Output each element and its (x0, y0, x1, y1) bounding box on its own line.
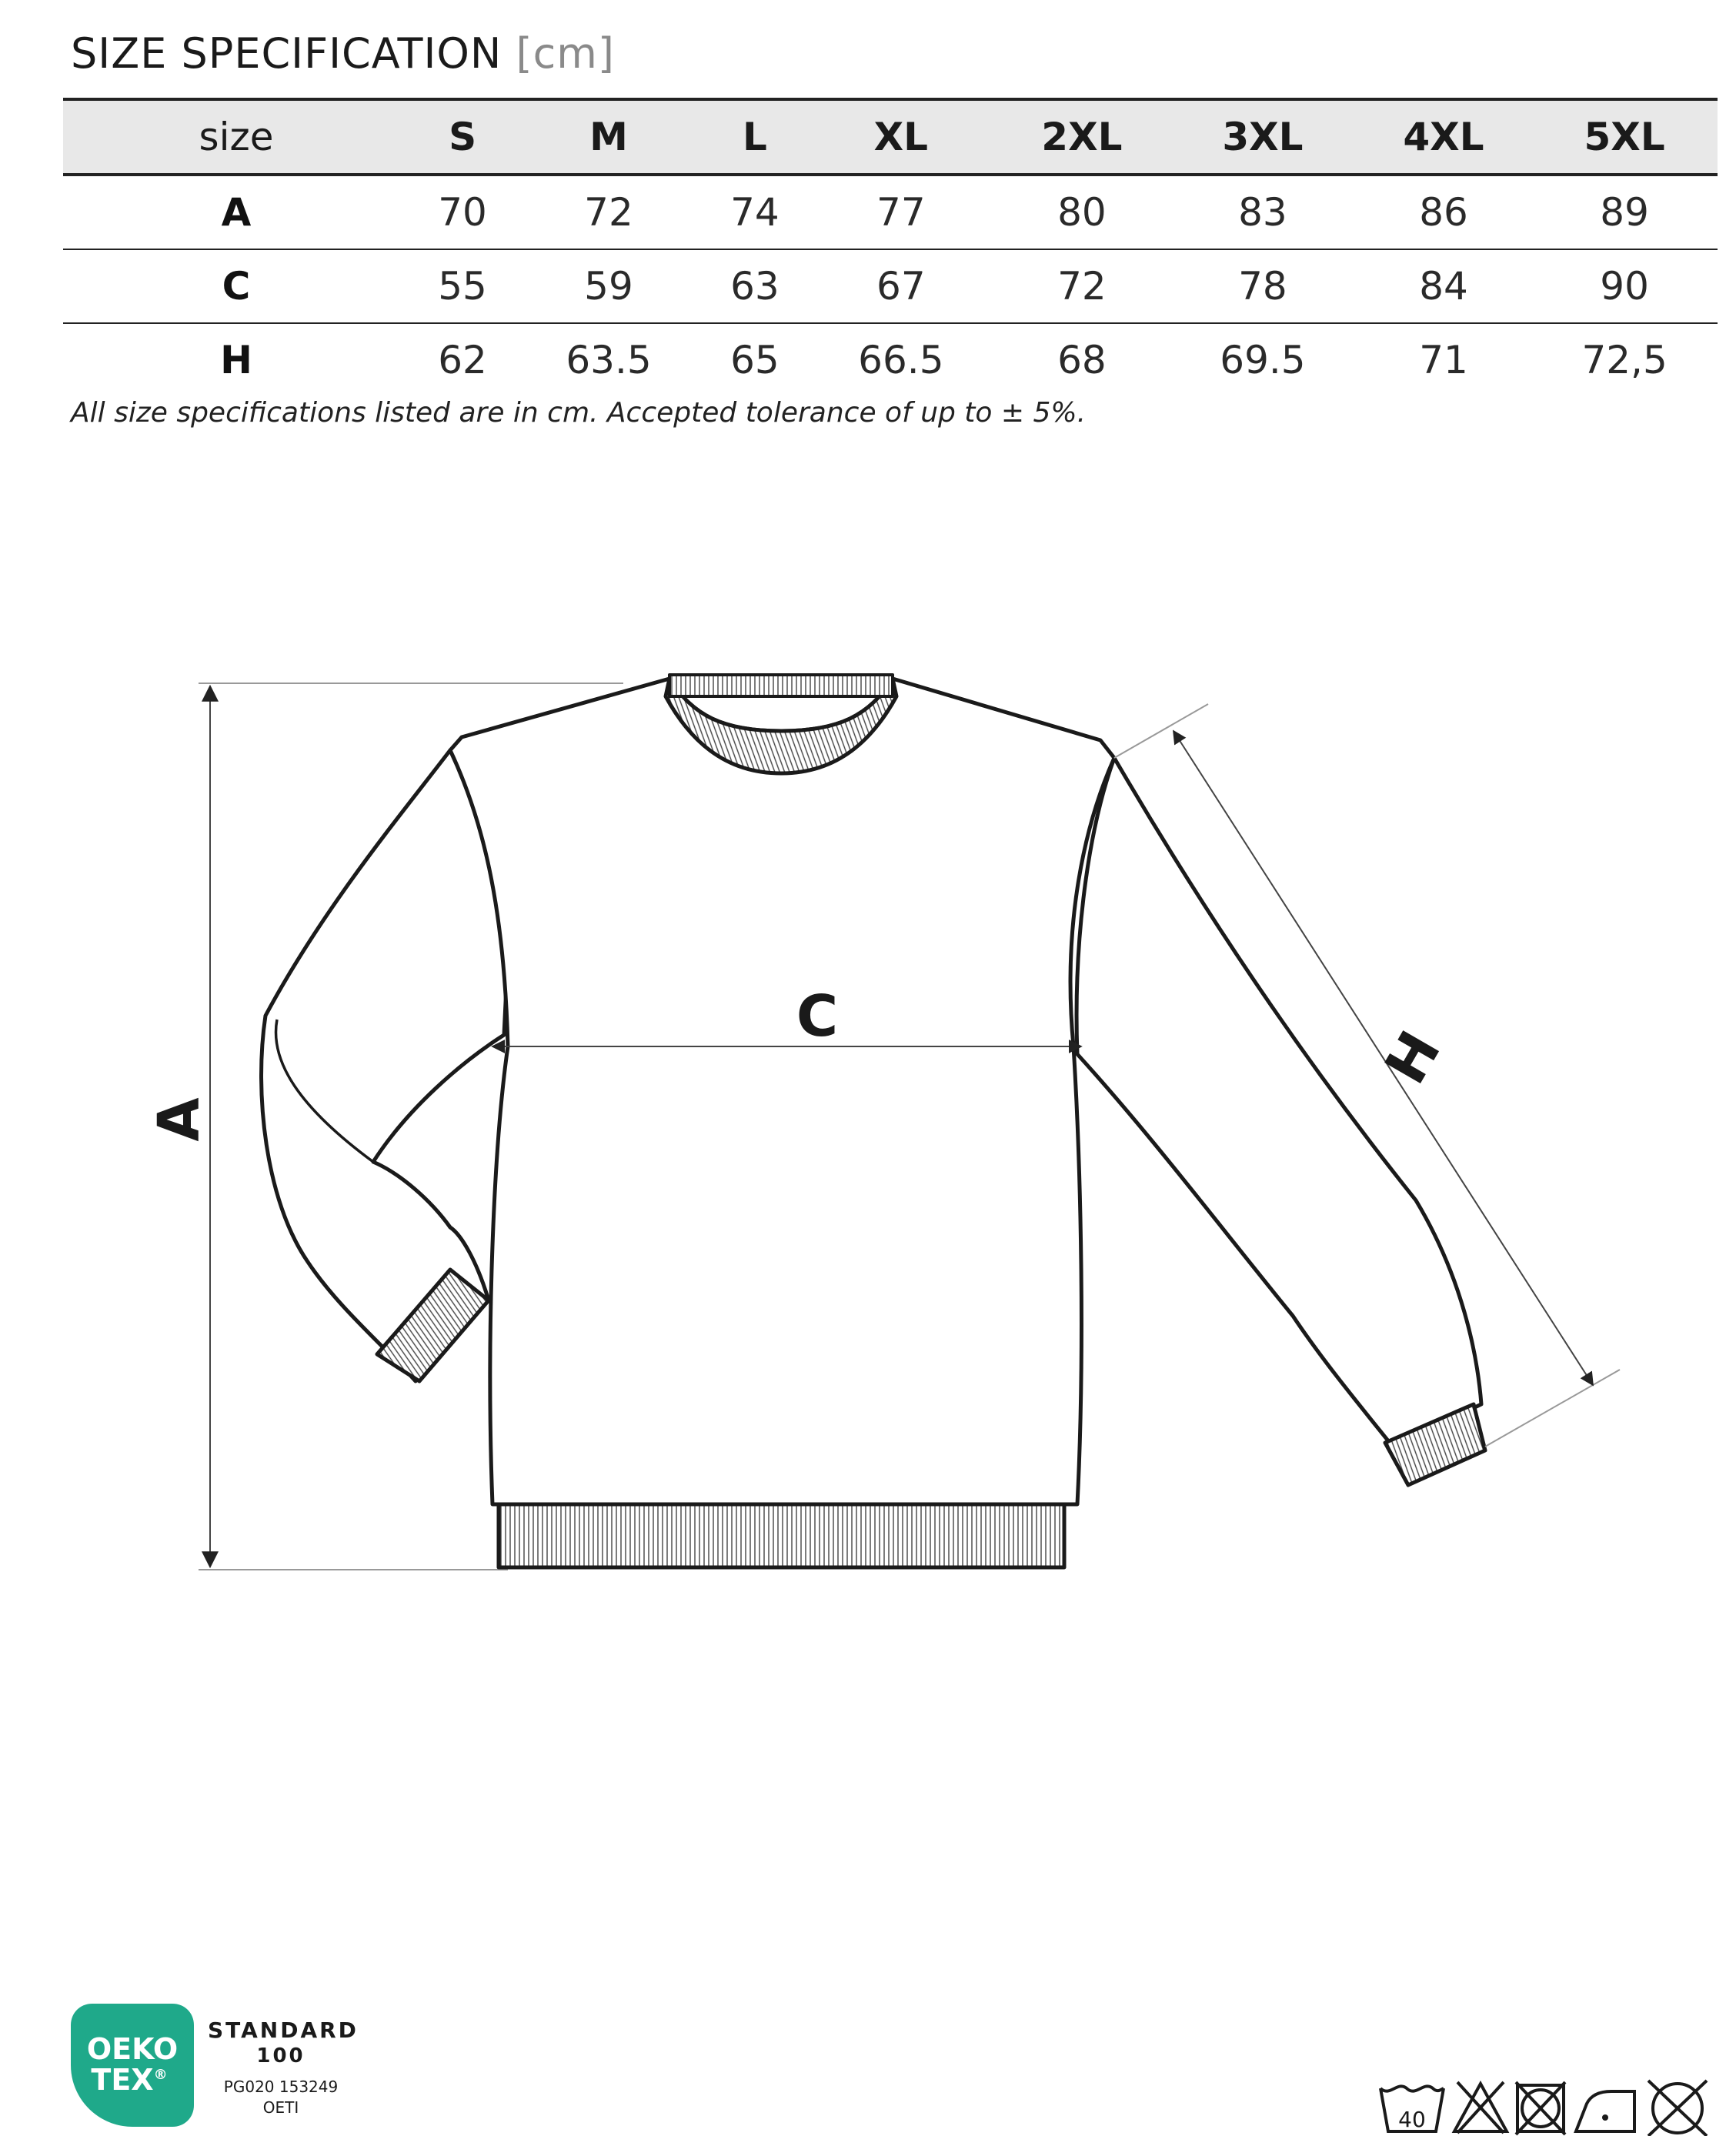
table-cell: 72,5 (1581, 338, 1668, 382)
table-cell: 72 (994, 249, 1170, 323)
wash-temp-label: 40 (1398, 2107, 1426, 2132)
standard-number: 100 (256, 2044, 305, 2068)
no-bleach-icon (1454, 2082, 1507, 2133)
left-sleeve (262, 750, 508, 1381)
column-header: 3XL (1170, 99, 1356, 175)
table-cell: 83 (1170, 175, 1356, 249)
institute-name: OETI (262, 2098, 299, 2117)
table-cell: 84 (1356, 249, 1531, 323)
column-header: size (63, 99, 409, 175)
table-cell: 62 (438, 338, 487, 382)
row-label: H (220, 338, 252, 382)
sweatshirt-body (450, 675, 1485, 1567)
no-tumble-dry-icon (1516, 2082, 1565, 2134)
title-text: SIZE SPECIFICATION (71, 29, 502, 78)
table-cell: 55 (409, 249, 516, 323)
column-header: 2XL (994, 99, 1170, 175)
table-cell: 70 (409, 175, 516, 249)
table-cell: 89 (1531, 175, 1718, 249)
table-cell: 59 (516, 249, 702, 323)
table-cell: 63 (702, 249, 808, 323)
table-cell: 78 (1170, 249, 1356, 323)
column-header: S (409, 99, 516, 175)
table-cell: 68 (1057, 338, 1107, 382)
label-h: H (1372, 1020, 1454, 1095)
column-header: L (702, 99, 808, 175)
table-cell: 90 (1531, 249, 1718, 323)
oeko-registered-mark: ® (153, 2067, 168, 2083)
iron-low-icon (1576, 2091, 1634, 2131)
column-header: 4XL (1356, 99, 1531, 175)
table-cell: 74 (702, 175, 808, 249)
tolerance-note: All size specifications listed are in cm. Accepted tolerance of up to ± 5%. (71, 397, 1087, 429)
table-cell: 69.5 (1220, 338, 1306, 382)
certificate-code: PG020 153249 (223, 2078, 339, 2096)
no-dry-clean-icon (1648, 2081, 1707, 2136)
title-unit: [cm] (516, 29, 615, 78)
oeko-line2: TEX (91, 2063, 154, 2097)
table-cell: 80 (994, 175, 1170, 249)
oeko-tex-label (208, 2018, 359, 2118)
oeko-line1: OEKO (86, 2032, 179, 2066)
row-label: C (63, 249, 409, 323)
table-cell: 63.5 (566, 338, 652, 382)
label-a: A (146, 1097, 212, 1142)
standard-label: STANDARD (208, 2018, 359, 2043)
care-symbols (1377, 2078, 1716, 2136)
table-cell: 67 (808, 249, 994, 323)
wash-40-icon (1380, 2086, 1444, 2132)
column-header: 5XL (1531, 99, 1718, 175)
row-label: A (63, 175, 409, 249)
label-c: C (796, 983, 839, 1050)
table-cell: 72 (516, 175, 702, 249)
table-cell: 66.5 (858, 338, 944, 382)
table-cell: 77 (808, 175, 994, 249)
column-header: XL (808, 99, 994, 175)
table-cell: 86 (1356, 175, 1531, 249)
oeko-tex-logo (71, 2004, 194, 2127)
column-header: M (516, 99, 702, 175)
table-cell: 71 (1419, 338, 1468, 382)
table-cell: 65 (730, 338, 780, 382)
